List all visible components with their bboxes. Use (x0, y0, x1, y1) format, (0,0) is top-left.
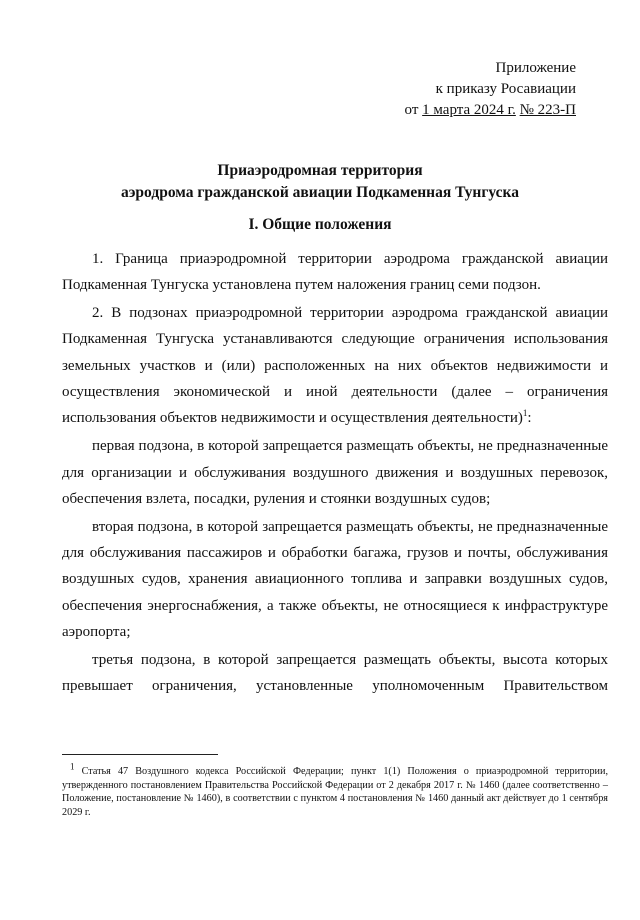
annex-date-line (405, 100, 576, 121)
paragraph-first-subzone: первая подзона, в которой запрещается размещать объекты, не предназначенные для организации и обслуживания воздушного движения и воздушных перевозок, обеспечения взлета, посадки, руления и стоянки воздушных судов; (62, 438, 608, 507)
paragraph-third-subzone: третья подзона, в которой запрещается размещать объекты, высота которых превышает ограничения, установленные уполномоченным Правительством (62, 651, 608, 695)
footnote-ref: 1 (522, 408, 528, 419)
title-line-1: Приаэродромная территория (217, 162, 423, 179)
paragraph-2 (62, 300, 608, 431)
footnote (62, 761, 608, 819)
title-line-2: аэродрома гражданской авиации Подкаменная Тунгуска (120, 184, 519, 201)
footnote-divider (62, 754, 218, 755)
annex-block (405, 58, 576, 121)
document-title (0, 160, 640, 204)
footnote-mark: 1 (70, 761, 75, 772)
annex-order-ref: к приказу Росавиации (435, 81, 576, 97)
annex-date: 1 марта 2024 г. (422, 102, 516, 118)
document-body (62, 246, 608, 701)
annex-label: Приложение (495, 60, 576, 76)
paragraph-1: 1. Граница приаэродромной территории аэродрома гражданской авиации Подкаменная Тунгуска установлена путем наложения границ семи подзон. (62, 251, 608, 294)
paragraph-second-subzone: вторая подзона, в которой запрещается размещать объекты, не предназначенные для обслуживания пассажиров и обработки багажа, грузов и почты, обслуживания воздушных судов, хранения авиационного топлива и заправки воздушных судов, обеспечения энергоснабжения, а также объекты, не относящиеся к инфраструктуре аэропорта; (62, 518, 608, 640)
paragraph-2-text: 2. В подзонах приаэродромной территории аэродрома гражданской авиации Подкаменная Тунгуска устанавливаются следующие ограничения использования земельных участков и (или) расположенных на них объектов недвижимости и осуществления экономической и иной деятельности (далее – ограничения использования объектов недвижимости и осуществления деятельности) (62, 305, 608, 427)
section-heading: I. Общие положения (248, 216, 392, 233)
paragraph-2-tail: : (527, 410, 532, 427)
annex-number: № 223-П (519, 102, 576, 118)
annex-date-prefix: от (404, 102, 423, 118)
footnote-text: Статья 47 Воздушного кодекса Российской Федерации; пункт 1(1) Положения о приаэродромной территории, утвержденного постановлением Правительства Российской Федерации от 2 декабря 2017 г. № 1460 (далее соответственно – Положение, постановление № 1460), в соответствии с пунктом 4 постановления № 1460 данный акт действует до 1 сентября 2029 г. (62, 766, 608, 818)
